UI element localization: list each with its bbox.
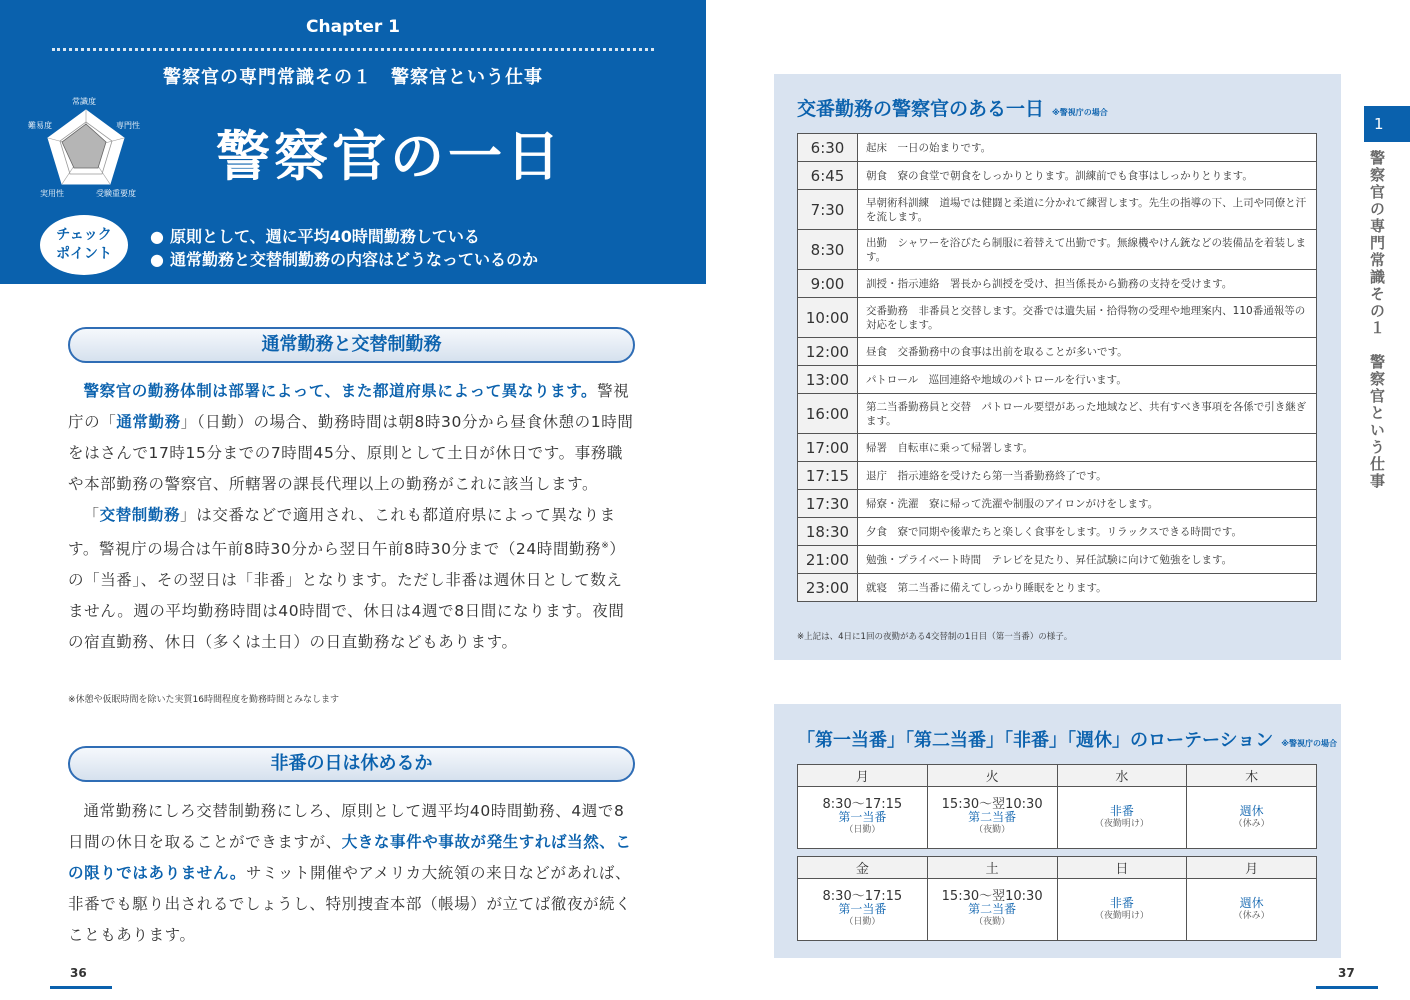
term-regular-duty: 通常勤務: [116, 413, 181, 431]
section-heading: 非番の日は休めるか: [68, 746, 635, 782]
dotted-divider: [52, 48, 654, 51]
schedule-row: [798, 162, 1317, 190]
page-number-left: 36: [70, 966, 87, 980]
schedule-description: 訓授・指示連絡 署長から訓授を受け、担当係長から勤務の支持を受けます。: [858, 270, 1317, 298]
schedule-title: [797, 94, 1108, 121]
schedule-time: 7:30: [798, 190, 858, 230]
section1-body: [68, 376, 638, 658]
rotation-hours: 15:30〜翌10:30: [941, 797, 1043, 812]
schedule-time: 12:00: [798, 338, 858, 366]
rotation-hours: 8:30〜17:15: [822, 889, 903, 904]
schedule-description: 第二当番勤務員と交替 パトロール要望があった地域など、共有すべき事項を各係で引き継ぎます。: [858, 394, 1317, 434]
schedule-time: 23:00: [798, 574, 858, 602]
schedule-row: [798, 338, 1317, 366]
rotation-day: 水: [1057, 765, 1187, 787]
rotation-title-text: 「第一当番」「第二当番」「非番」「週休」のローテーション: [797, 730, 1274, 751]
schedule-time: 21:00: [798, 546, 858, 574]
rotation-hours: 8:30〜17:15: [822, 797, 903, 812]
page-number-underline: [1316, 986, 1378, 989]
radar-label: 受験重要度: [96, 189, 136, 198]
schedule-row: [798, 434, 1317, 462]
emphasis-text: 大きな事件や事故が発生すれば当然、この限りではありません。: [68, 833, 632, 882]
text-run: 」（日勤）の場合、勤務時間は朝8時30分から昼食休憩の1時間をはさんで17時15分までの7時間45分、原則として土日が休日です。事務職や本部勤務の警察官、所轄署の課長代理以上の勤務がこれに該当します。: [68, 413, 634, 493]
schedule-row: [798, 298, 1317, 338]
schedule-time: 10:00: [798, 298, 858, 338]
schedule-title-note: ※警視庁の場合: [1052, 108, 1108, 117]
rotation-cell: [798, 879, 928, 941]
rotation-shift: 第一当番: [838, 810, 887, 824]
rotation-shift-note: （夜勤）: [974, 825, 1011, 835]
rotation-day: 月: [1187, 857, 1317, 879]
check-point-list: [150, 225, 538, 271]
schedule-time: 6:30: [798, 134, 858, 162]
schedule-row: [798, 574, 1317, 602]
section2-body: [68, 796, 638, 951]
rotation-table-week1: [797, 764, 1317, 849]
footnote: ※休憩や仮眠時間を除いた実質16時間程度を勤務時間とみなします: [68, 695, 339, 705]
rotation-cell: [927, 787, 1057, 849]
footnote-mark: ※: [601, 541, 610, 551]
text-run: 「: [83, 506, 100, 524]
radar-label: 難易度: [28, 121, 52, 130]
rotation-shift-note: （日勤）: [844, 825, 881, 835]
paragraph: [68, 500, 638, 658]
rotation-shift: 非番: [1109, 895, 1134, 910]
rotation-title: [797, 726, 1337, 752]
check-point-badge: [40, 215, 128, 275]
paragraph: [68, 796, 638, 951]
chapter-side-label: 警察官の専門常識その１ 警察官という仕事: [1368, 150, 1386, 490]
rotation-day: 木: [1187, 765, 1317, 787]
schedule-description: パトロール 巡回連絡や地域のパトロールを行います。: [858, 366, 1317, 394]
rotation-shift-note: （日勤）: [844, 917, 881, 927]
schedule-time: 16:00: [798, 394, 858, 434]
schedule-row: [798, 394, 1317, 434]
schedule-description: 朝食 寮の食堂で朝食をしっかりとります。訓練前でも食事はしっかりとります。: [858, 162, 1317, 190]
rotation-shift-note: （休み）: [1233, 818, 1270, 829]
schedule-description: 夕食 寮で同期や後輩たちと楽しく食事をします。リラックスできる時間です。: [858, 518, 1317, 546]
schedule-description: 退庁 指示連絡を受けたら第一当番勤務終了です。: [858, 462, 1317, 490]
rotation-day: 金: [798, 857, 928, 879]
schedule-time: 17:00: [798, 434, 858, 462]
rotation-shift: 週休: [1239, 895, 1264, 910]
rotation-shift: 第二当番: [968, 902, 1017, 916]
rotation-cell: [1187, 787, 1317, 849]
schedule-time: 17:30: [798, 490, 858, 518]
schedule-time: 17:15: [798, 462, 858, 490]
rotation-cell: [1057, 879, 1187, 941]
schedule-row: [798, 546, 1317, 574]
schedule-table: [797, 133, 1317, 602]
rotation-shift: 非番: [1109, 803, 1134, 818]
schedule-row: [798, 518, 1317, 546]
text-run: 通常勤務にしろ交替制勤務にしろ、原則として週平均40時間勤務、4週で8日間の休日を取ることができますが、: [68, 802, 625, 851]
rotation-day: 月: [798, 765, 928, 787]
emphasis-text: 警察官の勤務体制は部署によって、また都道府県によって異なります。: [83, 382, 598, 400]
rotation-shift-note: （夜勤明け）: [1094, 818, 1149, 829]
schedule-time: 6:45: [798, 162, 858, 190]
schedule-description: 早朝術科訓練 道場では健闘と柔道に分かれて練習します。先生の指導の下、上司や同僚と汗を流します。: [858, 190, 1317, 230]
rotation-day: 日: [1057, 857, 1187, 879]
schedule-description: 昼食 交番勤務中の食事は出前を取ることが多いです。: [858, 338, 1317, 366]
page-number-right: 37: [1338, 966, 1355, 980]
text-run: サミット開催やアメリカ大統領の来日などがあれば、非番でも駆り出されるでしょうし、特別捜査本部（帳場）が立てば徹夜が続くこともあります。: [68, 864, 632, 944]
rotation-table-week2: [797, 856, 1317, 941]
rotation-hours: 15:30〜翌10:30: [941, 889, 1043, 904]
schedule-time: 8:30: [798, 230, 858, 270]
schedule-time: 9:00: [798, 270, 858, 298]
rotation-shift: 第二当番: [968, 810, 1017, 824]
text-run: 」は交番などで適用され、これも都道府県によって異なります。警視庁の場合は午前8時30分から翌日午前8時30分まで（24時間勤務: [68, 506, 616, 559]
schedule-description: 勉強・プライベート時間 テレビを見たり、昇任試験に向けて勉強をします。: [858, 546, 1317, 574]
rotation-title-note: ※警視庁の場合: [1281, 739, 1338, 748]
section-heading: 通常勤務と交替制勤務: [68, 327, 635, 363]
check-point-item: ● 原則として、週に平均40時間勤務している: [150, 225, 538, 248]
check-badge-line1: チェック: [56, 227, 112, 243]
rotation-shift-note: （夜勤）: [974, 917, 1011, 927]
schedule-row: [798, 462, 1317, 490]
rotation-day: 火: [927, 765, 1057, 787]
text-run: 警視庁の「: [68, 382, 630, 431]
schedule-note: ※上記は、4日に1回の夜勤がある4交替制の1日目（第一当番）の様子。: [797, 632, 1073, 642]
radar-label: 専門性: [116, 121, 140, 130]
rotation-cell: [798, 787, 928, 849]
rotation-cell: [927, 879, 1057, 941]
schedule-description: 就寝 第二当番に備えてしっかり睡眠をとります。: [858, 574, 1317, 602]
schedule-row: [798, 230, 1317, 270]
rotation-cell: [1187, 879, 1317, 941]
rotation-shift: 第一当番: [838, 902, 887, 916]
rotation-shift-note: （夜勤明け）: [1094, 910, 1149, 921]
radar-label: 実用性: [40, 189, 64, 198]
schedule-row: [798, 190, 1317, 230]
paragraph: [68, 376, 638, 500]
schedule-row: [798, 490, 1317, 518]
schedule-description: 起床 一日の始まりです。: [858, 134, 1317, 162]
rotation-shift: 週休: [1239, 803, 1264, 818]
schedule-description: 交番勤務 非番員と交替します。交番では遺失届・拾得物の受理や地理案内、110番通報等の対応をします。: [858, 298, 1317, 338]
schedule-row: [798, 270, 1317, 298]
rotation-cell: [1057, 787, 1187, 849]
text-run: ）の「当番」、その翌日は「非番」となります。ただし非番は週休日として数えません。週の平均勤務時間は40時間で、休日は4週で8日間になります。夜間の宿直勤務、休日（多くは土日）の日直勤務などもあります。: [68, 540, 626, 652]
page-number-underline: [50, 986, 112, 989]
page-title: 警察官の一日: [216, 125, 564, 188]
check-badge-line2: ポイント: [56, 246, 112, 262]
check-point-item: ● 通常勤務と交替制勤務の内容はどうなっているのか: [150, 248, 538, 271]
rotation-shift-note: （休み）: [1233, 910, 1270, 921]
term-shift-duty: 交替制勤務: [99, 506, 181, 524]
schedule-description: 出勤 シャワーを浴びたら制服に着替えて出勤です。無線機やけん銃などの装備品を着装します。: [858, 230, 1317, 270]
schedule-time: 13:00: [798, 366, 858, 394]
rotation-day: 土: [927, 857, 1057, 879]
schedule-row: [798, 366, 1317, 394]
chapter-side-tab: 1: [1364, 106, 1410, 142]
chapter-subtitle: 警察官の専門常識その１ 警察官という仕事: [163, 67, 543, 88]
radar-label: 常識度: [72, 97, 96, 106]
radar-chart: [28, 96, 158, 200]
schedule-time: 18:30: [798, 518, 858, 546]
schedule-description: 帰署 自転車に乗って帰署します。: [858, 434, 1317, 462]
chapter-label: Chapter 1: [305, 17, 400, 37]
radar-pentagon-icon: [46, 108, 126, 188]
schedule-title-text: 交番勤務の警察官のある一日: [797, 98, 1045, 120]
schedule-description: 帰寮・洗濯 寮に帰って洗濯や制服のアイロンがけをします。: [858, 490, 1317, 518]
schedule-row: [798, 134, 1317, 162]
